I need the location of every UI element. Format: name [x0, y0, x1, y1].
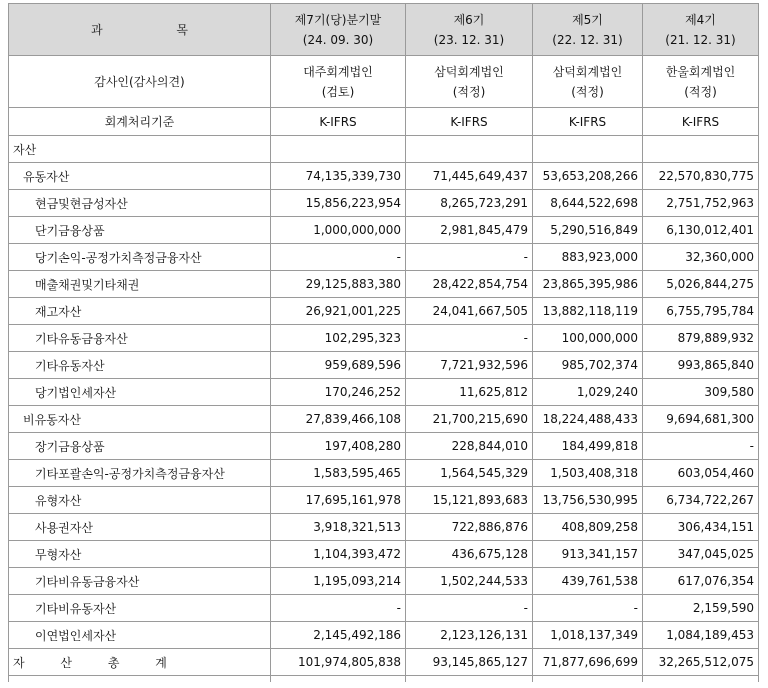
row-label: 자산 [9, 136, 271, 163]
amount-cell: 100,000,000 [533, 325, 643, 352]
accounting-standard-cell: K-IFRS [533, 108, 643, 136]
amount-cell: 27,839,466,108 [271, 406, 406, 433]
amount-cell: - [406, 595, 533, 622]
auditor-firm: 삼덕회계법인 [552, 64, 623, 79]
amount-cell: 883,923,000 [533, 244, 643, 271]
amount-cell: 32,360,000 [643, 244, 759, 271]
amount-cell: 53,653,208,266 [533, 163, 643, 190]
amount-cell: 197,408,280 [271, 433, 406, 460]
amount-cell: 102,295,323 [271, 325, 406, 352]
amount-cell: 1,000,000,000 [271, 217, 406, 244]
amount-cell: 306,434,151 [643, 514, 759, 541]
subject-header-label: 과 목 [91, 22, 188, 37]
auditor-cell [643, 56, 759, 108]
subject-header [9, 4, 271, 56]
period-date: (24. 09. 30) [302, 32, 374, 47]
table-row [9, 406, 759, 433]
amount-cell: 15,856,223,954 [271, 190, 406, 217]
table-row [9, 487, 759, 514]
table-row [9, 217, 759, 244]
amount-cell [271, 136, 406, 163]
period-date: (21. 12. 31) [665, 32, 736, 47]
amount-cell: 11,625,812 [406, 379, 533, 406]
table-row [9, 271, 759, 298]
audit-opinion: (적정) [571, 84, 604, 99]
table-row [9, 595, 759, 622]
empty-cell [9, 676, 271, 683]
amount-cell: 1,503,408,318 [533, 460, 643, 487]
total-amount-cell: 101,974,805,838 [271, 649, 406, 676]
amount-cell: 17,695,161,978 [271, 487, 406, 514]
table-body [9, 4, 759, 683]
amount-cell: 1,502,244,533 [406, 568, 533, 595]
row-label: 재고자산 [9, 298, 271, 325]
amount-cell: 8,644,522,698 [533, 190, 643, 217]
amount-cell: 228,844,010 [406, 433, 533, 460]
amount-cell: 2,751,752,963 [643, 190, 759, 217]
amount-cell: 6,130,012,401 [643, 217, 759, 244]
amount-cell: - [271, 595, 406, 622]
empty-cell [406, 676, 533, 683]
amount-cell: 993,865,840 [643, 352, 759, 379]
auditor-firm: 삼덕회계법인 [434, 64, 504, 79]
period-header-7 [271, 4, 406, 56]
amount-cell: 23,865,395,986 [533, 271, 643, 298]
row-label: 기타비유동금융자산 [9, 568, 271, 595]
amount-cell: 7,721,932,596 [406, 352, 533, 379]
row-label: 유동자산 [9, 163, 271, 190]
row-label: 매출채권및기타채권 [9, 271, 271, 298]
amount-cell: - [533, 595, 643, 622]
amount-cell: 13,882,118,119 [533, 298, 643, 325]
accounting-standard-cell: K-IFRS [406, 108, 533, 136]
auditor-firm: 한울회계법인 [665, 64, 736, 79]
amount-cell: 18,224,488,433 [533, 406, 643, 433]
amount-cell: 13,756,530,995 [533, 487, 643, 514]
row-label: 기타비유동자산 [9, 595, 271, 622]
amount-cell: 722,886,876 [406, 514, 533, 541]
row-label: 기타포괄손익-공정가치측정금융자산 [9, 460, 271, 487]
amount-cell: 1,195,093,214 [271, 568, 406, 595]
amount-cell: 5,290,516,849 [533, 217, 643, 244]
total-amount-cell: 32,265,512,075 [643, 649, 759, 676]
amount-cell: 6,755,795,784 [643, 298, 759, 325]
table-row [9, 568, 759, 595]
period-name: 제4기 [685, 12, 716, 27]
period-name: 제7기(당)분기말 [294, 12, 382, 27]
row-label: 현금및현금성자산 [9, 190, 271, 217]
row-label: 이연법인세자산 [9, 622, 271, 649]
table-row [9, 163, 759, 190]
amount-cell: 29,125,883,380 [271, 271, 406, 298]
table-row [9, 244, 759, 271]
amount-cell: 408,809,258 [533, 514, 643, 541]
table-row [9, 190, 759, 217]
amount-cell: 5,026,844,275 [643, 271, 759, 298]
auditor-cell [533, 56, 643, 108]
empty-cell [643, 676, 759, 683]
table-continuation-row [9, 676, 759, 683]
table-row [9, 433, 759, 460]
amount-cell: 879,889,932 [643, 325, 759, 352]
period-date: (22. 12. 31) [552, 32, 623, 47]
amount-cell: 71,445,649,437 [406, 163, 533, 190]
row-label: 무형자산 [9, 541, 271, 568]
table-row [9, 622, 759, 649]
amount-cell: 8,265,723,291 [406, 190, 533, 217]
row-label: 유형자산 [9, 487, 271, 514]
empty-cell [271, 676, 406, 683]
table-row [9, 325, 759, 352]
financial-summary [8, 3, 759, 682]
total-amount-cell: 71,877,696,699 [533, 649, 643, 676]
row-label: 사용권자산 [9, 514, 271, 541]
balance-sheet-table [8, 3, 759, 682]
table-row [9, 460, 759, 487]
amount-cell: 2,981,845,479 [406, 217, 533, 244]
amount-cell: 74,135,339,730 [271, 163, 406, 190]
accounting-standard-row [9, 108, 759, 136]
amount-cell: 2,123,126,131 [406, 622, 533, 649]
table-row [9, 136, 759, 163]
amount-cell: 2,145,492,186 [271, 622, 406, 649]
auditor-label: 감사인(감사의견) [9, 56, 271, 108]
amount-cell: - [406, 244, 533, 271]
table-row [9, 514, 759, 541]
amount-cell: 15,121,893,683 [406, 487, 533, 514]
period-header-5 [533, 4, 643, 56]
amount-cell: - [271, 244, 406, 271]
audit-opinion: (적정) [452, 84, 486, 99]
amount-cell [533, 136, 643, 163]
amount-cell: 985,702,374 [533, 352, 643, 379]
amount-cell: 959,689,596 [271, 352, 406, 379]
amount-cell [643, 136, 759, 163]
amount-cell: 603,054,460 [643, 460, 759, 487]
amount-cell: 24,041,667,505 [406, 298, 533, 325]
amount-cell: 1,084,189,453 [643, 622, 759, 649]
accounting-standard-cell: K-IFRS [271, 108, 406, 136]
amount-cell: 309,580 [643, 379, 759, 406]
empty-cell [533, 676, 643, 683]
amount-cell: 9,694,681,300 [643, 406, 759, 433]
auditor-cell [271, 56, 406, 108]
period-date: (23. 12. 31) [433, 32, 505, 47]
period-name: 제6기 [453, 12, 485, 27]
amount-cell: 3,918,321,513 [271, 514, 406, 541]
total-row [9, 649, 759, 676]
period-header-4 [643, 4, 759, 56]
amount-cell: 170,246,252 [271, 379, 406, 406]
total-label: 자 산 총 계 [9, 649, 271, 676]
row-label: 장기금융상품 [9, 433, 271, 460]
amount-cell: 347,045,025 [643, 541, 759, 568]
header-row [9, 4, 759, 56]
table-row [9, 298, 759, 325]
amount-cell: 6,734,722,267 [643, 487, 759, 514]
total-amount-cell: 93,145,865,127 [406, 649, 533, 676]
row-label: 기타유동자산 [9, 352, 271, 379]
table-row [9, 379, 759, 406]
amount-cell: 1,564,545,329 [406, 460, 533, 487]
auditor-firm: 대주회계법인 [303, 64, 373, 79]
amount-cell: 436,675,128 [406, 541, 533, 568]
row-label: 단기금융상품 [9, 217, 271, 244]
row-label: 당기손익-공정가치측정금융자산 [9, 244, 271, 271]
amount-cell: 1,104,393,472 [271, 541, 406, 568]
period-name: 제5기 [572, 12, 603, 27]
audit-opinion: (적정) [684, 84, 717, 99]
amount-cell: - [406, 325, 533, 352]
amount-cell: 28,422,854,754 [406, 271, 533, 298]
accounting-standard-cell: K-IFRS [643, 108, 759, 136]
amount-cell: - [643, 433, 759, 460]
auditor-cell [406, 56, 533, 108]
row-label: 당기법인세자산 [9, 379, 271, 406]
amount-cell: 184,499,818 [533, 433, 643, 460]
period-header-6 [406, 4, 533, 56]
amount-cell [406, 136, 533, 163]
amount-cell: 21,700,215,690 [406, 406, 533, 433]
accounting-standard-label: 회계처리기준 [9, 108, 271, 136]
table-row [9, 352, 759, 379]
amount-cell: 26,921,001,225 [271, 298, 406, 325]
row-label: 기타유동금융자산 [9, 325, 271, 352]
audit-opinion: (검토) [321, 84, 355, 99]
amount-cell: 1,029,240 [533, 379, 643, 406]
amount-cell: 617,076,354 [643, 568, 759, 595]
amount-cell: 22,570,830,775 [643, 163, 759, 190]
auditor-row [9, 56, 759, 108]
amount-cell: 913,341,157 [533, 541, 643, 568]
amount-cell: 1,018,137,349 [533, 622, 643, 649]
row-label: 비유동자산 [9, 406, 271, 433]
table-row [9, 541, 759, 568]
amount-cell: 2,159,590 [643, 595, 759, 622]
amount-cell: 439,761,538 [533, 568, 643, 595]
amount-cell: 1,583,595,465 [271, 460, 406, 487]
